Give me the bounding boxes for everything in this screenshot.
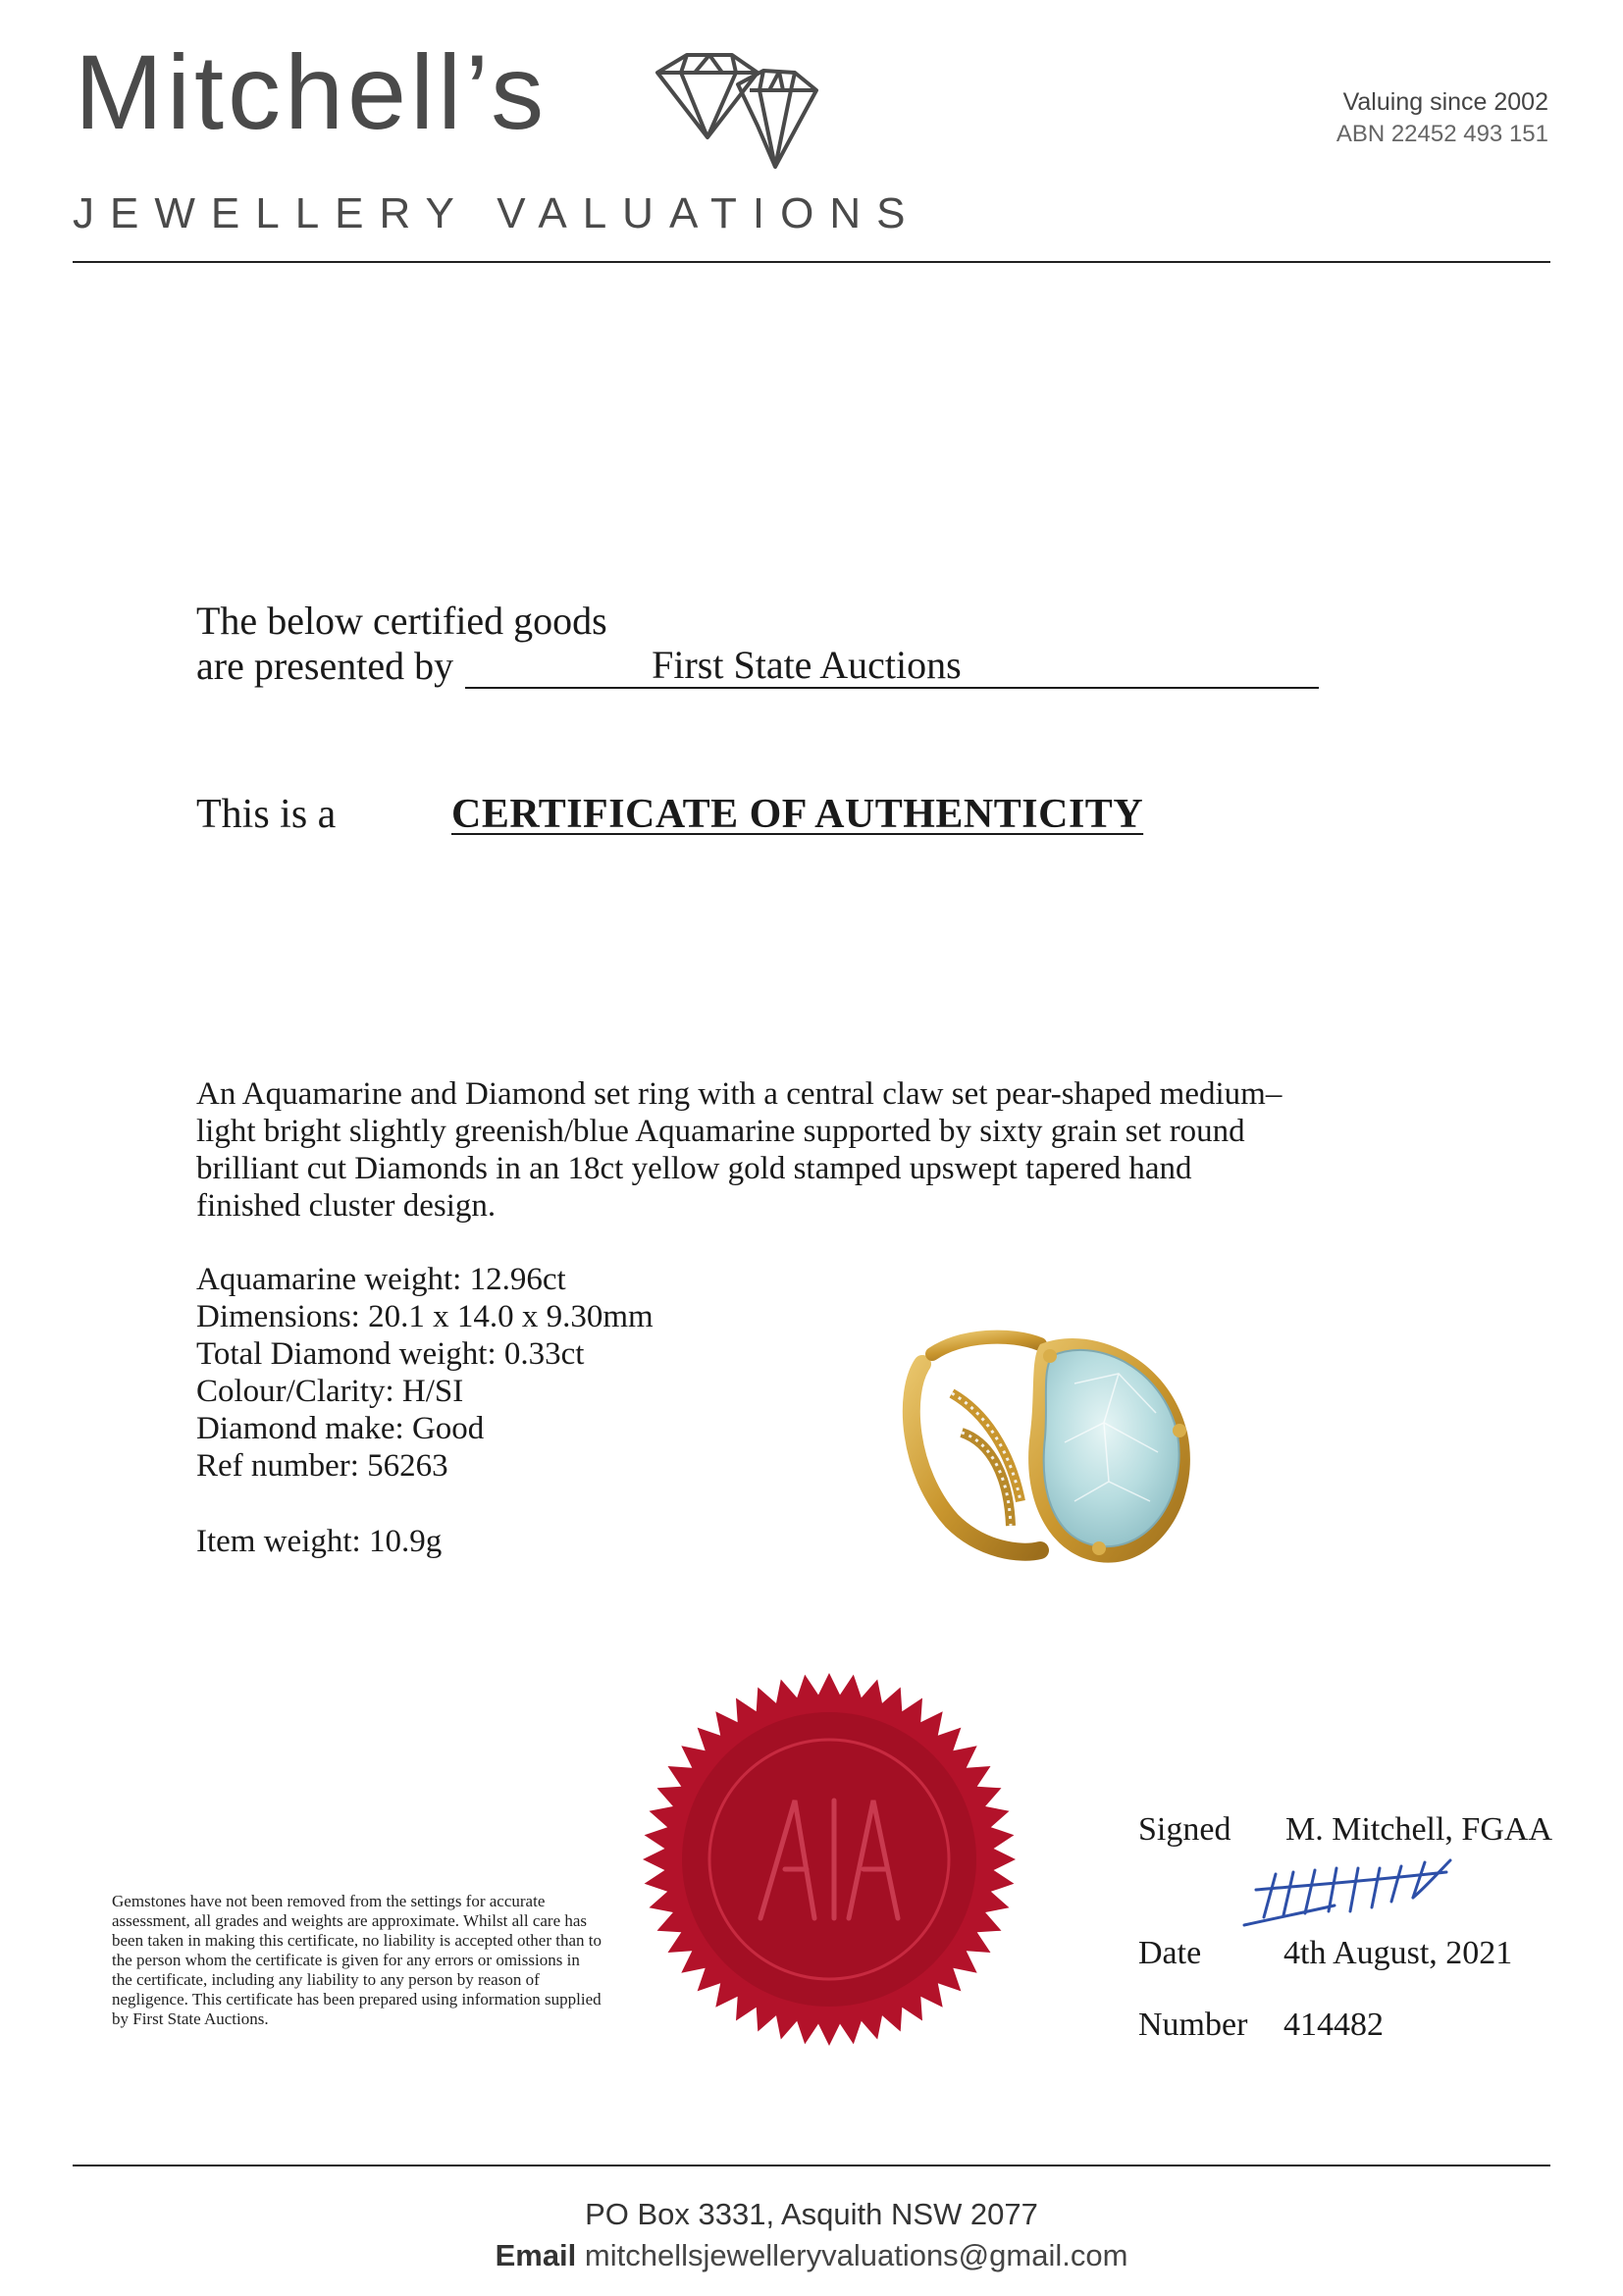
abn: ABN 22452 493 151 — [1335, 120, 1548, 147]
date-label: Date — [1138, 1935, 1202, 1971]
tagline-block — [1336, 86, 1548, 149]
header-divider — [73, 261, 1550, 263]
spec-diamond-make: Diamond make: Good — [196, 1411, 485, 1446]
certificate-prefix: This is a — [196, 792, 337, 837]
certificate-title: CERTIFICATE OF AUTHENTICITY — [451, 792, 1144, 837]
presented-line-1: The below certified goods — [196, 599, 607, 643]
spec-ref-number: Ref number: 56263 — [196, 1448, 448, 1484]
wax-seal-icon — [638, 1668, 1021, 2051]
spec-total-diamond-weight: Total Diamond weight: 0.33ct — [196, 1336, 585, 1372]
presented-block — [196, 599, 1374, 689]
spec-colour-clarity: Colour/Clarity: H/SI — [196, 1374, 464, 1409]
signer-name: M. Mitchell, FGAA — [1285, 1811, 1552, 1848]
footer-address: PO Box 3331, Asquith NSW 2077 — [585, 2197, 1038, 2231]
presented-prefix: are presented by — [196, 644, 454, 688]
brand-subtitle: JEWELLERY VALUATIONS — [73, 189, 921, 237]
footer — [0, 2194, 1623, 2276]
presenter-name: First State Auctions — [465, 644, 1319, 689]
number-label: Number — [1138, 2007, 1248, 2043]
brand-name: Mitchell’s — [75, 32, 549, 151]
item-description: An Aquamarine and Diamond set ring with a central claw set pear-shaped medium–light bright slightly greenish/blue Aquamarine supported by sixty grain set round brilliant cut Diamonds in an 18ct yellow gold stamped upswept tapered hand finished cluster design. — [196, 1076, 1283, 1224]
tagline: Valuing since 2002 — [1342, 88, 1548, 116]
date-value: 4th August, 2021 — [1283, 1935, 1513, 1971]
footer-email-line — [0, 2235, 1623, 2276]
specs-list — [196, 1261, 654, 1485]
footer-divider — [73, 2165, 1550, 2166]
diamond-logo-icon — [648, 51, 824, 179]
handwritten-signature — [1240, 1856, 1466, 1935]
presented-line-2 — [196, 644, 1374, 689]
disclaimer-text: Gemstones have not been removed from the settings for accurate assessment, all grades and weights are approximate. Whilst all care has been taken in making this certificate, no liability is accepted other than to the person whom the certificate is given for any errors or omissions in the certificate, including any liability to any person by reason of negligence. This certificate has been prepared using information supplied by First State Auctions. — [112, 1892, 602, 2028]
spec-dimensions: Dimensions: 20.1 x 14.0 x 9.30mm — [196, 1299, 654, 1334]
certificate-number: 414482 — [1283, 2007, 1384, 2043]
spec-aquamarine-weight: Aquamarine weight: 12.96ct — [196, 1262, 566, 1297]
email-link[interactable]: mitchellsjewelleryvaluations@gmail.com — [584, 2238, 1128, 2272]
signed-label: Signed — [1138, 1811, 1231, 1848]
email-label: Email — [495, 2238, 577, 2272]
ring-photo — [893, 1305, 1227, 1590]
item-weight: Item weight: 10.9g — [196, 1524, 443, 1559]
